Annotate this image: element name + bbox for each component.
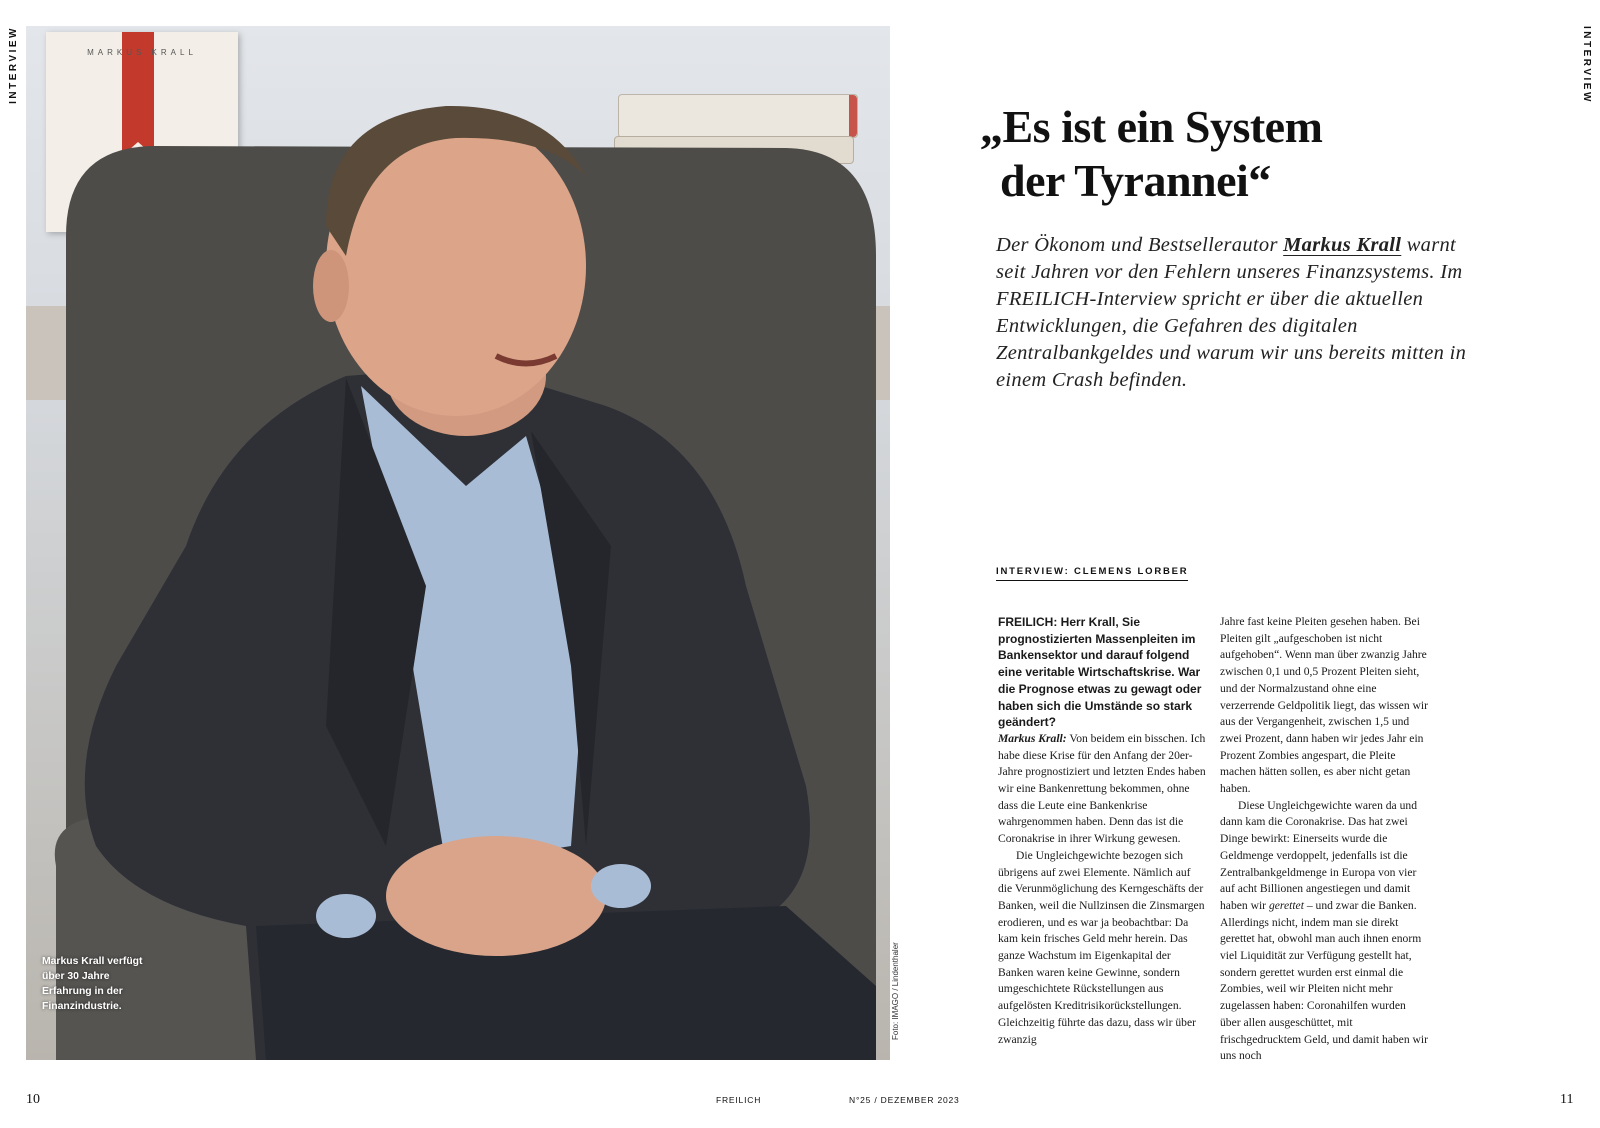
- interview-question: FREILICH: Herr Krall, Sie prognostizierten Massenpleiten im Bankensektor und darauf folgend eine veritable Wirtschaftskrise. War die Prognose etwas zu gewagt oder haben sich die Umstände so stark geändert?: [998, 615, 1202, 730]
- article-intro: [996, 232, 1468, 394]
- col2-italic-word: gerettet: [1268, 898, 1304, 912]
- section-label-left: INTERVIEW: [8, 26, 19, 104]
- col2-text-a: Diese Ungleichgewichte waren da und dann kam die Coronakrise. Das hat zwei Dinge bewirkt: Einerseits wurde die Geldmenge verdoppelt, jedenfalls ist die Zentralbankgeldmenge in Europa von vier auf acht Billionen angestiegen und damit haben wir: [1220, 798, 1417, 912]
- answer-paragraph-1: [998, 731, 1206, 848]
- answer-paragraph-2: Die Ungleichgewichte bezogen sich übrigens auf zwei Elemente. Nämlich auf die Verunmöglichung des Kerngeschäfts der Banken, weil die Nullzinsen die Zinsmargen erodieren, und es war ja beobachtbar: Da kam kein frisches Geld mehr herein. Das ganze Wachstum im Eigenkapital der Banken waren keine Gewinne, sondern umgeschichtete Rückstellungen aus aufgelösten Kreditrisikorückstellungen. Gleichzeitig führte das dazu, dass wir über zwanzig: [998, 848, 1205, 1046]
- article-headline: [980, 100, 1500, 208]
- intro-author-name: Markus Krall: [1283, 234, 1402, 256]
- hands: [386, 836, 606, 956]
- column-2-paragraph-2: [1220, 798, 1428, 1065]
- col2-text-b: – und zwar die Banken. Allerdings nicht, indem man sie direkt gerettet hat, obwohl man auch ihnen enorm viel Liquidität zur Verfügung gestellt hat, sondern gerettet wurden erst einmal die Zombies, weil wir Pleiten nicht mehr zugelassen haben: Coronahilfen wurden über allen ausgeschüttet, mit frischgedrucktem Geld, und damit haben wir uns noch: [1220, 898, 1428, 1063]
- cuff-left: [316, 894, 376, 938]
- issue-info: N°25 / DEZEMBER 2023: [849, 1095, 960, 1105]
- headline-line-1: „Es ist ein System: [980, 101, 1323, 152]
- portrait-illustration: [26, 26, 890, 1060]
- headline-line-2: der Tyrannei“: [1000, 155, 1271, 206]
- article-column-2: [1220, 614, 1428, 1065]
- ear: [313, 250, 349, 322]
- page-number-right: 11: [1560, 1092, 1574, 1107]
- photo-caption: Markus Krall verfügt über 30 Jahre Erfahrung in der Finanzindustrie.: [42, 956, 143, 1012]
- page-number-left: 10: [26, 1092, 40, 1107]
- section-label-right: INTERVIEW: [1581, 26, 1592, 104]
- book-author: MARKUS KRALL: [87, 48, 197, 57]
- portrait-photo: [26, 26, 890, 1060]
- interview-byline: INTERVIEW: CLEMENS LORBER: [996, 566, 1188, 581]
- intro-text-start: Der Ökonom und Bestsellerautor: [996, 234, 1284, 256]
- photo-credit: Foto: IMAGO / Lindenthaler: [891, 942, 900, 1040]
- column-2-paragraph-1: Jahre fast keine Pleiten gesehen haben. Bei Pleiten gilt „aufgeschoben ist nicht aufgehoben“. Wenn man über zwanzig Jahre zwischen 0,1 und 0,5 Prozent Pleiten sieht, und der Normalzustand ohne eine verzerrende Geldpolitik liegt, das wissen wir aus der Vergangenheit, zwischen 1,5 und zwei Prozent, dann haben wir jedes Jahr ein Prozent Zombies angespart, die Pleite machen hätten sollen, es aber nicht getan haben.: [1220, 615, 1428, 796]
- speaker-label: Markus Krall:: [998, 731, 1067, 745]
- answer-text: Von beidem ein bisschen. Ich habe diese Krise für den Anfang der 20er-Jahre prognostiziert und letzten Endes haben wir eine Bankenrettung bekommen, ohne dass die Leute eine Bankenkrise wahrgenommen haben. Denn das ist die Coronakrise in ihrer Wirkung gewesen.: [998, 731, 1206, 846]
- article-column-1: [998, 614, 1206, 1048]
- intro-text-end: warnt seit Jahren vor den Fehlern unseres Finanzsystems. Im FREILICH-Interview spricht er über die aktuellen Entwicklungen, die Gefahren des digitalen Zentralbankgeldes und warum wir uns bereits mitten in einem Crash befinden.: [996, 234, 1467, 391]
- cuff-right: [591, 864, 651, 908]
- magazine-name: FREILICH: [716, 1095, 762, 1105]
